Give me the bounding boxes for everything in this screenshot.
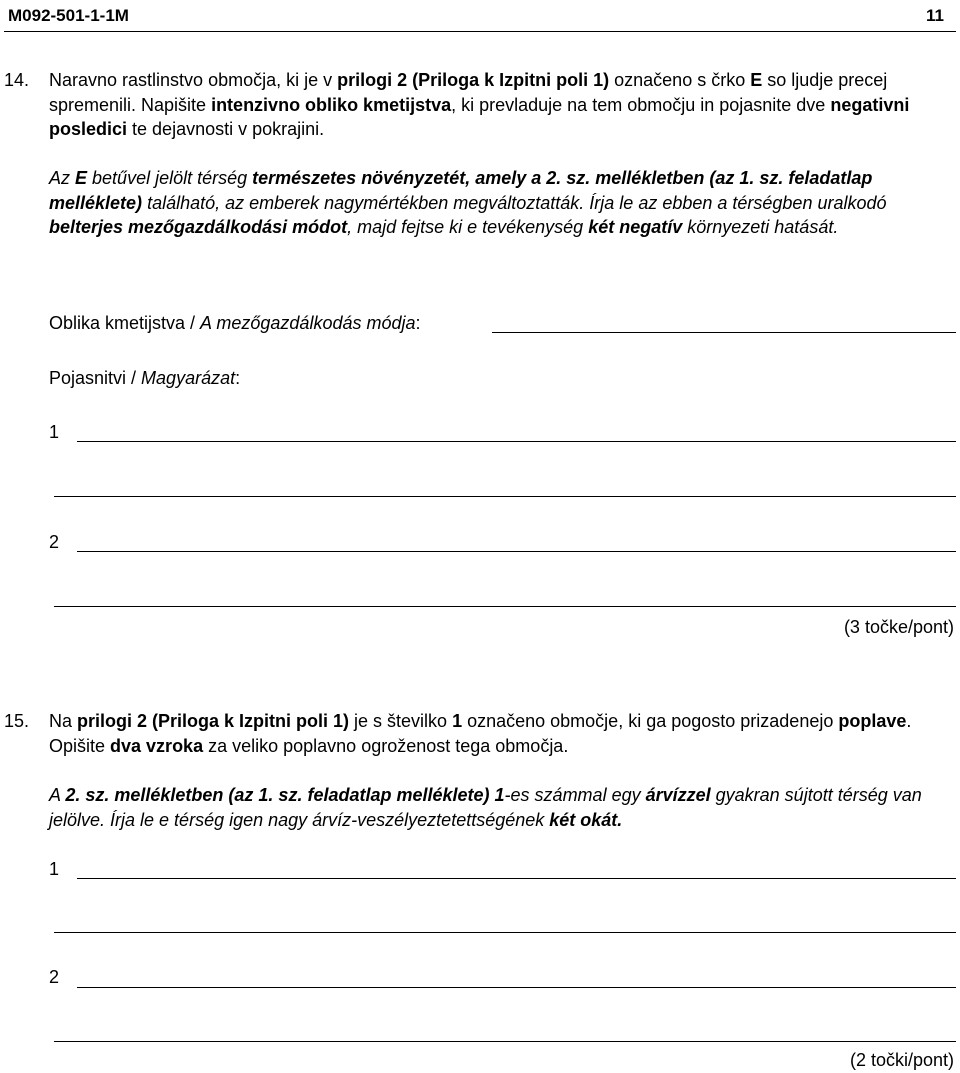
- q14-answer-2-line-cont[interactable]: [54, 606, 956, 607]
- farming-type-label: Oblika kmetijstva / A mezőgazdálkodás módja:: [49, 313, 421, 333]
- q15-answer-1-label: 1: [49, 859, 60, 879]
- q15-answer-1-line[interactable]: [77, 878, 956, 879]
- question-14-hungarian: Az E betűvel jelölt térség természetes növényzetét, amely a 2. sz. mellékletben (az 1. sz. feladatlap melléklete) található, az emberek nagymértékben megváltoztatták. Írja le az ebben a térségben uralkodó belterjes mezőgazdálkodási módot, majd fejtse ki e tevékenység két negatív környezeti hatását.: [49, 168, 887, 237]
- question-14-slovene: [4, 68, 954, 142]
- q14-answer-2-line[interactable]: [77, 551, 956, 552]
- question-15-text: Na prilogi 2 (Priloga k Izpitni poli 1) je s številko 1 označeno območje, ki ga pogosto prizadenejo poplave. Opišite dva vzroka za veliko poplavno ogroženost tega območja.: [49, 711, 912, 756]
- question-14-text: Naravno rastlinstvo območja, ki je v prilogi 2 (Priloga k Izpitni poli 1) označeno s črko E so ljudje precej spremenili. Napišite intenzivno obliko kmetijstva, ki prevladuje na tem območju in pojasnite dve negativni posledici te dejavnosti v pokrajini.: [49, 70, 910, 139]
- q14-answer-1-line-cont[interactable]: [54, 496, 956, 497]
- q14-answer-1-line[interactable]: [77, 441, 956, 442]
- page-number: 11: [926, 6, 944, 25]
- question-15-number: 15.: [4, 711, 30, 731]
- q15-answer-2-line-cont[interactable]: [54, 1041, 956, 1042]
- explanation-label: Pojasnitvi / Magyarázat:: [49, 368, 241, 388]
- q15-points: (2 točki/pont): [849, 1050, 954, 1070]
- q15-answer-1-line-cont[interactable]: [54, 932, 956, 933]
- q15-answer-2-line[interactable]: [77, 987, 956, 988]
- q14-answer-1-label: 1: [49, 422, 60, 442]
- q14-answer-2-label: 2: [49, 532, 60, 552]
- farming-type-answer-line[interactable]: [492, 332, 956, 333]
- q15-answer-2-label: 2: [49, 967, 60, 987]
- page-header: [0, 0, 960, 34]
- question-15-hungarian: A 2. sz. mellékletben (az 1. sz. feladatlap melléklete) 1-es számmal egy árvízzel gyakran sújtott térség van jelölve. Írja le e térség igen nagy árvíz-veszélyeztetettségének két okát.: [49, 785, 922, 830]
- question-15-slovene: [4, 709, 954, 758]
- document-code: M092-501-1-1M: [8, 6, 129, 25]
- header-rule: [4, 31, 956, 32]
- q14-points: (3 točke/pont): [843, 617, 954, 637]
- question-14-number: 14.: [4, 70, 30, 90]
